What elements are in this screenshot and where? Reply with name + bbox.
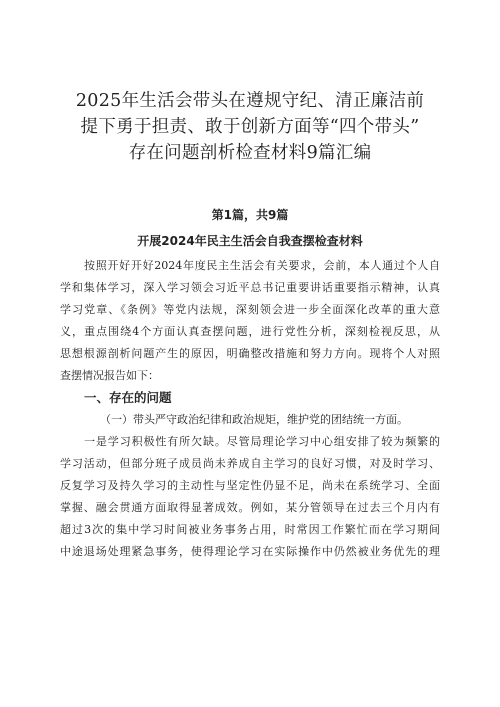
text-line: 一是学习积极性有所欠缺。尽管局理论学习中心组安排了较为频繁的 xyxy=(84,435,440,448)
text-line: 按照开好开好2024年度民主生活会有关要求，会前，本人通过个人自 xyxy=(84,259,440,272)
text-line: 反复学习及持久学习的主动性与坚定性仍显不足，尚未在系统学习、全面 xyxy=(60,479,440,492)
body-paragraph xyxy=(60,431,440,563)
text-line: 学习党章、《条例》等党内法规，深刻领会进一步全面深化改革的重大意 xyxy=(60,303,440,316)
text-line: 超过3次的集中学习时间被业务事务占用，时常因工作繁忙而在学习期间 xyxy=(60,523,440,536)
text-line: 查摆情况报告如下： xyxy=(60,369,159,382)
text-line: 中途退场处理紧急事务，使得理论学习在实际操作中仍然被业务优先的理 xyxy=(60,545,440,558)
section-heading: 一、存在的问题 xyxy=(84,390,172,405)
title-line: 存在问题剖析检查材料9篇汇编 xyxy=(128,143,372,163)
subsection-heading: （一）带头严守政治纪律和政治规矩，维护党的团结统一方面。 xyxy=(100,413,408,426)
article-title: 开展2024年民主生活会自我查摆检查材料 xyxy=(137,234,363,248)
text-line: 学和集体学习，深入学习领会习近平总书记重要讲话重要指示精神，认真 xyxy=(60,281,440,294)
intro-paragraph xyxy=(60,255,440,387)
text-line: 义，重点围绕4个方面认真查摆问题，进行党性分析，深刻检视反思，从 xyxy=(60,325,440,338)
text-line: 掌握、融会贯通方面取得显著成效。例如，某分管领导在过去三个月内有 xyxy=(60,501,440,514)
text-line: 思想根源剖析问题产生的原因，明确整改措施和努力方向。现将个人对照 xyxy=(60,347,440,360)
part-label: 第1篇，共9篇 xyxy=(211,208,289,222)
text-line: 学习活动，但部分班子成员尚未养成自主学习的良好习惯，对及时学习、 xyxy=(60,457,440,470)
title-line: 提下勇于担责、敢于创新方面等“四个带头” xyxy=(80,117,420,137)
title-line: 2025年生活会带头在遵规守纪、清正廉洁前 xyxy=(75,91,425,111)
document-main-title xyxy=(60,0,440,166)
